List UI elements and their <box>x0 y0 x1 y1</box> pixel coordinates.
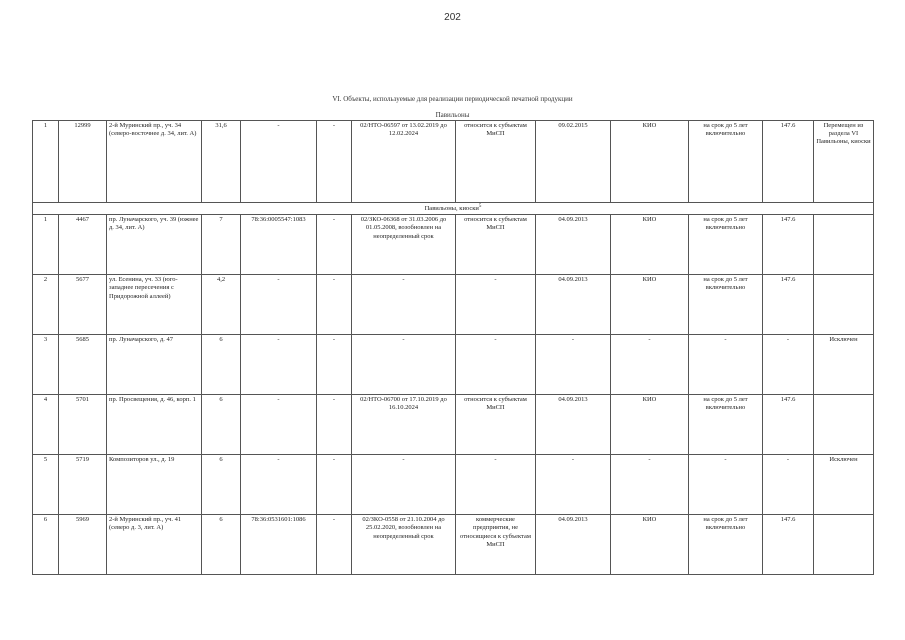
cell-cadastral: - <box>241 455 317 515</box>
cell-category: - <box>456 335 536 395</box>
cell-cadastral: 78:36:0531601:1086 <box>241 515 317 575</box>
section-title: VI. Объекты, используемые для реализации периодической печатной продукции <box>332 95 573 103</box>
cell-code: 147.6 <box>763 215 814 275</box>
cell-address: пр. Просвещения, д. 46, корп. 1 <box>107 395 202 455</box>
table-body <box>33 121 874 575</box>
cell-index: 4 <box>33 395 59 455</box>
cell-area: 6 <box>202 515 241 575</box>
cell-note <box>814 215 874 275</box>
cell-authority: - <box>611 335 689 395</box>
cell-note: Перемещен из раздела VI Павильоны, киоски <box>814 121 874 203</box>
cell-code: 147.6 <box>763 515 814 575</box>
table-row <box>33 335 874 395</box>
objects-table <box>32 120 874 575</box>
cell-category: - <box>456 275 536 335</box>
cell-address: 2-й Муринский пр., уч. 34 (северо-восточнее д. 34, лит. А) <box>107 121 202 203</box>
cell-index: 1 <box>33 215 59 275</box>
cell-col6: - <box>317 455 352 515</box>
cell-date: 04.09.2013 <box>536 395 611 455</box>
cell-date: 09.02.2015 <box>536 121 611 203</box>
cell-term: на срок до 5 лет включительно <box>689 515 763 575</box>
cell-code: - <box>763 335 814 395</box>
cell-authority: КИО <box>611 515 689 575</box>
cell-col6: - <box>317 215 352 275</box>
cell-number: 5701 <box>59 395 107 455</box>
table-row <box>33 515 874 575</box>
cell-date: 04.09.2013 <box>536 275 611 335</box>
cell-contract: - <box>352 455 456 515</box>
cell-number: 5685 <box>59 335 107 395</box>
cell-term: на срок до 5 лет включительно <box>689 275 763 335</box>
group-title <box>33 203 874 215</box>
cell-code: - <box>763 455 814 515</box>
cell-index: 6 <box>33 515 59 575</box>
cell-note <box>814 515 874 575</box>
cell-cadastral: - <box>241 395 317 455</box>
group-header-row <box>33 203 874 215</box>
cell-address: ул. Есенина, уч. 33 (юго-западнее пересечения с Придорожной аллеей) <box>107 275 202 335</box>
cell-authority: - <box>611 455 689 515</box>
cell-date: - <box>536 335 611 395</box>
cell-note <box>814 275 874 335</box>
cell-number: 5969 <box>59 515 107 575</box>
group-title-footnote: 5 <box>478 204 482 209</box>
cell-col6: - <box>317 335 352 395</box>
cell-date: 04.09.2013 <box>536 515 611 575</box>
cell-category: относится к субъектам МиСП <box>456 121 536 203</box>
cell-note: Исключен <box>814 335 874 395</box>
cell-contract: 02/ЗКО-0558 от 21.10.2004 до 25.02.2020, возобновлен на неопределенный срок <box>352 515 456 575</box>
table-row <box>33 275 874 335</box>
cell-index: 1 <box>33 121 59 203</box>
cell-col6: - <box>317 395 352 455</box>
table-row <box>33 395 874 455</box>
cell-number: 4467 <box>59 215 107 275</box>
cell-contract: - <box>352 335 456 395</box>
cell-col6: - <box>317 275 352 335</box>
cell-category: - <box>456 455 536 515</box>
cell-area: 31,6 <box>202 121 241 203</box>
cell-number: 5719 <box>59 455 107 515</box>
table-row-first <box>33 121 874 203</box>
cell-date: - <box>536 455 611 515</box>
cell-index: 2 <box>33 275 59 335</box>
cell-note: Исключен <box>814 455 874 515</box>
cell-authority: КИО <box>611 275 689 335</box>
cell-term: на срок до 5 лет включительно <box>689 395 763 455</box>
cell-cadastral: - <box>241 275 317 335</box>
cell-authority: КИО <box>611 215 689 275</box>
cell-address: пр. Луначарского, уч. 39 (южнее д. 34, лит. А) <box>107 215 202 275</box>
cell-authority: КИО <box>611 395 689 455</box>
cell-cadastral: 78:36:0005547:1083 <box>241 215 317 275</box>
cell-contract: 02/НТО-06597 от 13.02.2019 до 12.02.2024 <box>352 121 456 203</box>
cell-area: 6 <box>202 455 241 515</box>
cell-category: относится к субъектам МиСП <box>456 215 536 275</box>
cell-col6: - <box>317 121 352 203</box>
table-row <box>33 215 874 275</box>
cell-term: на срок до 5 лет включительно <box>689 215 763 275</box>
page-number: 202 <box>444 12 461 23</box>
cell-area: 6 <box>202 395 241 455</box>
cell-index: 3 <box>33 335 59 395</box>
cell-category: коммерческие предприятия, не относящиеся к субъектам МиСП <box>456 515 536 575</box>
cell-index: 5 <box>33 455 59 515</box>
cell-code: 147.6 <box>763 395 814 455</box>
cell-cadastral: - <box>241 121 317 203</box>
subsection-title: Павильоны <box>435 111 470 119</box>
cell-col6: - <box>317 515 352 575</box>
table-row <box>33 455 874 515</box>
cell-address: пр. Луначарского, д. 47 <box>107 335 202 395</box>
group-title-text: Павильоны, киоски <box>424 205 479 213</box>
cell-authority: КИО <box>611 121 689 203</box>
cell-contract: 02/ЗКО-06368 от 31.03.2006 до 01.05.2008, возобновлен на неопределенный срок <box>352 215 456 275</box>
cell-area: 7 <box>202 215 241 275</box>
cell-term: на срок до 5 лет включительно <box>689 121 763 203</box>
cell-code: 147.6 <box>763 275 814 335</box>
cell-address: 2-й Муринский пр., уч. 41 (северо д. 3, лит. А) <box>107 515 202 575</box>
cell-code: 147.6 <box>763 121 814 203</box>
cell-cadastral: - <box>241 335 317 395</box>
cell-number: 5677 <box>59 275 107 335</box>
cell-date: 04.09.2013 <box>536 215 611 275</box>
cell-category: относится к субъектам МиСП <box>456 395 536 455</box>
cell-area: 4,2 <box>202 275 241 335</box>
cell-number: 12999 <box>59 121 107 203</box>
cell-contract: - <box>352 275 456 335</box>
cell-area: 6 <box>202 335 241 395</box>
cell-address: Композиторов ул., д. 19 <box>107 455 202 515</box>
cell-contract: 02/НТО-06700 от 17.10.2019 до 16.10.2024 <box>352 395 456 455</box>
cell-note <box>814 395 874 455</box>
cell-term: - <box>689 455 763 515</box>
cell-term: - <box>689 335 763 395</box>
